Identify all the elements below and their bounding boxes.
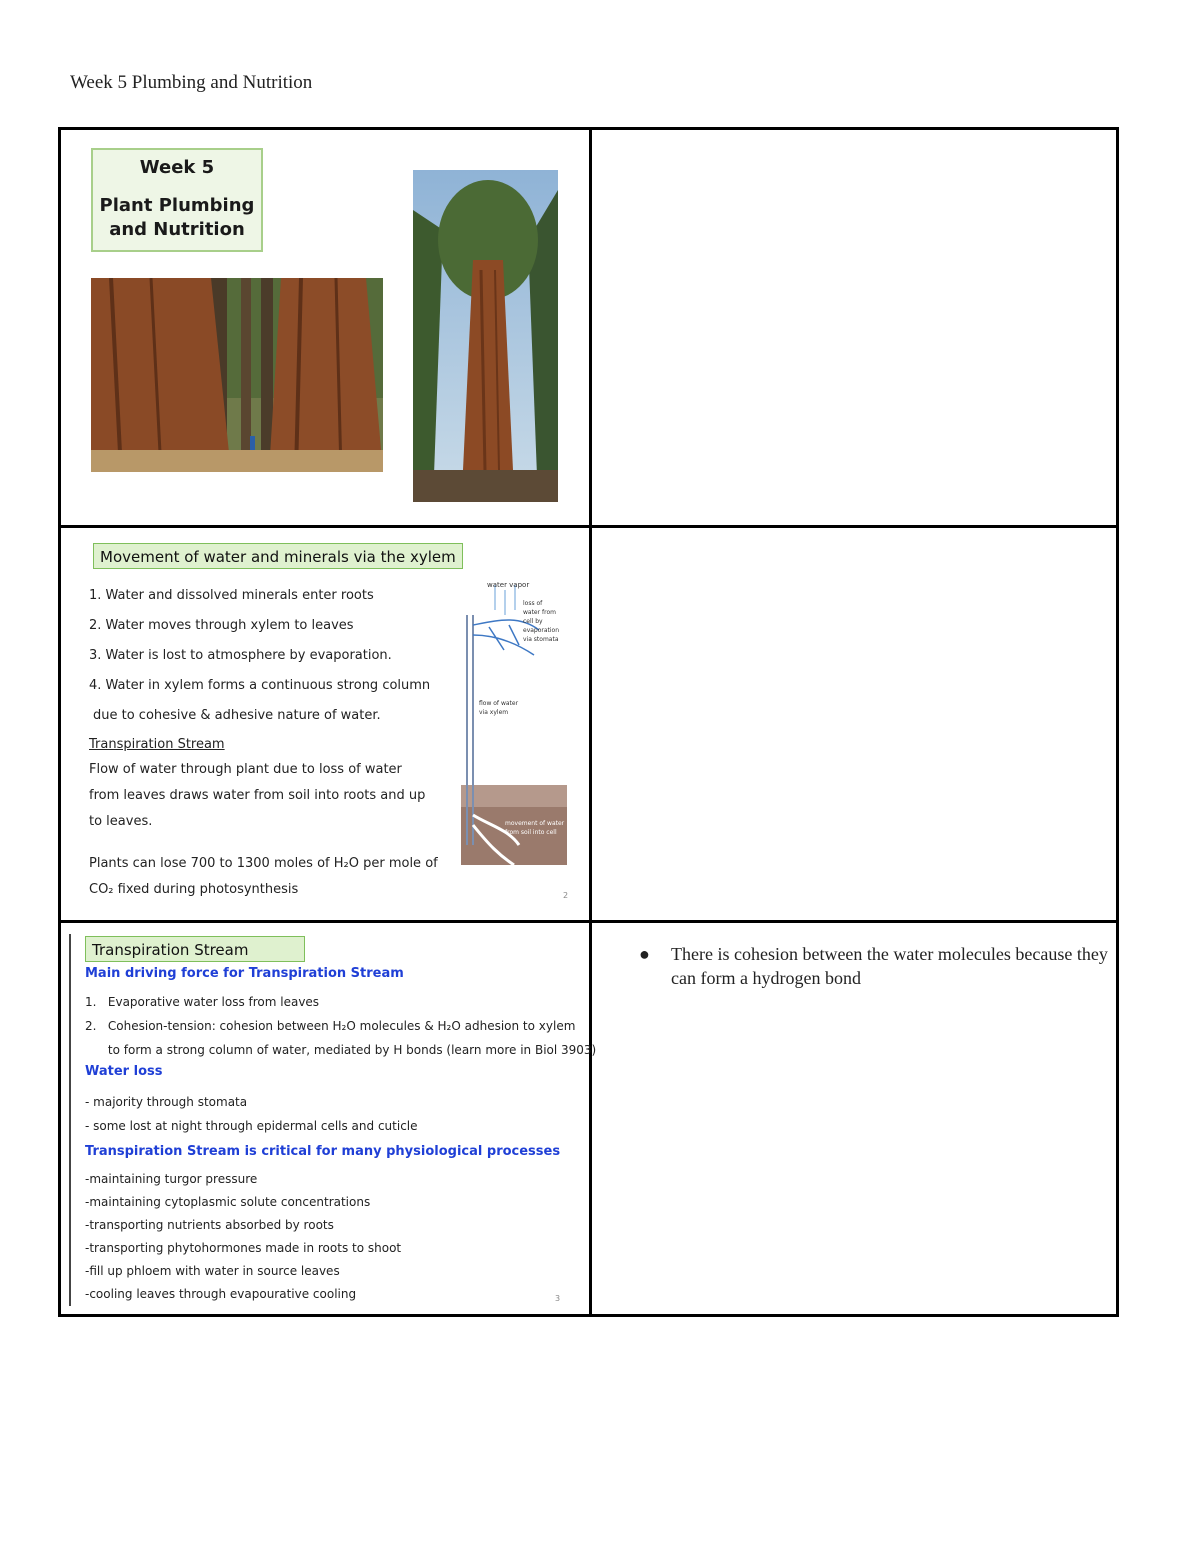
loss-item: - majority through stomata	[85, 1095, 248, 1109]
water-loss-stat	[89, 851, 438, 903]
slide-xylem-movement	[81, 535, 586, 913]
process-item: -maintaining turgor pressure	[85, 1172, 258, 1186]
slide-transpiration-stream	[69, 930, 597, 1310]
slide-page-number: 2	[563, 891, 569, 900]
step-item: 4. Water in xylem forms a continuous strong column	[89, 678, 431, 693]
para-line: from leaves draws water from soil into roots and up	[89, 788, 426, 803]
step-item: 1. Water and dissolved minerals enter roots	[89, 588, 374, 603]
stat-line: Plants can lose 700 to 1300 moles of H₂O per mole of	[89, 856, 438, 871]
step-item: due to cohesive & adhesive nature of water.	[93, 708, 381, 723]
sequoia-trunks-photo	[91, 278, 383, 472]
slide-left-rule	[69, 934, 71, 1306]
process-item: -transporting nutrients absorbed by roots	[85, 1218, 334, 1232]
water-loss-list	[85, 1090, 418, 1138]
process-item: -transporting phytohormones made in roots to shoot	[85, 1241, 402, 1255]
xylem-steps	[89, 581, 430, 731]
loss-item: - some lost at night through epidermal cells and cuticle	[85, 1119, 418, 1133]
water-loss-head: Water loss	[85, 1064, 163, 1079]
step-item: 2. Water moves through xylem to leaves	[89, 618, 354, 633]
document-title: Week 5 Plumbing and Nutrition	[70, 72, 313, 93]
slide-title-box	[91, 148, 263, 252]
notes-table	[58, 127, 1119, 1317]
critical-processes-head: Transpiration Stream is critical for many physiological processes	[85, 1144, 561, 1159]
critical-processes-list	[85, 1168, 401, 1306]
row-divider-2	[61, 920, 1116, 923]
para-line: Flow of water through plant due to loss of water	[89, 762, 402, 777]
label-water-vapor: water vapor	[487, 581, 530, 589]
xylem-diagram	[459, 575, 579, 875]
label-soil-movement: movement of water from soil into cell	[505, 820, 565, 836]
slide-title-line3: and Nutrition	[109, 219, 245, 240]
slide-heading: Movement of water and minerals via the xylem	[93, 543, 463, 569]
para-line: to leaves.	[89, 814, 153, 829]
sequoia-tree-photo	[413, 170, 558, 502]
process-item: -maintaining cytoplasmic solute concentrations	[85, 1195, 371, 1209]
stat-line: CO₂ fixed during photosynthesis	[89, 882, 299, 897]
transpiration-paragraph	[89, 757, 425, 835]
process-item: -fill up phloem with water in source leaves	[85, 1264, 340, 1278]
process-item: -cooling leaves through evapourative cooling	[85, 1287, 357, 1301]
point-item: 2. Cohesion-tension: cohesion between H₂O molecules & H₂O adhesion to xylem	[85, 1019, 576, 1033]
slide-heading: Transpiration Stream	[85, 936, 305, 962]
point-item: 1. Evaporative water loss from leaves	[85, 995, 320, 1009]
driving-force-points	[85, 990, 596, 1062]
driving-force-head: Main driving force for Transpiration Stream	[85, 966, 404, 981]
label-xylem-flow: flow of water via xylem	[479, 700, 519, 716]
transpiration-subhead: Transpiration Stream	[89, 737, 225, 752]
point-item: to form a strong column of water, mediated by H bonds (learn more in Biol 3903)	[85, 1043, 597, 1057]
row-divider-1	[61, 525, 1116, 528]
slide-page-number: 3	[555, 1294, 561, 1303]
slide-title-week: Week 5	[139, 157, 215, 178]
slide-title-line2: Plant Plumbing	[99, 195, 255, 216]
label-water-loss: loss of water from cell by evaporation via stomata	[523, 600, 560, 643]
slide-week5-title	[81, 140, 586, 518]
notes-text: There is cohesion between the water molecules because they can form a hydrogen bond	[671, 944, 1108, 988]
column-divider	[589, 130, 592, 1314]
bullet-icon: ●	[639, 944, 650, 964]
step-item: 3. Water is lost to atmosphere by evaporation.	[89, 648, 392, 663]
